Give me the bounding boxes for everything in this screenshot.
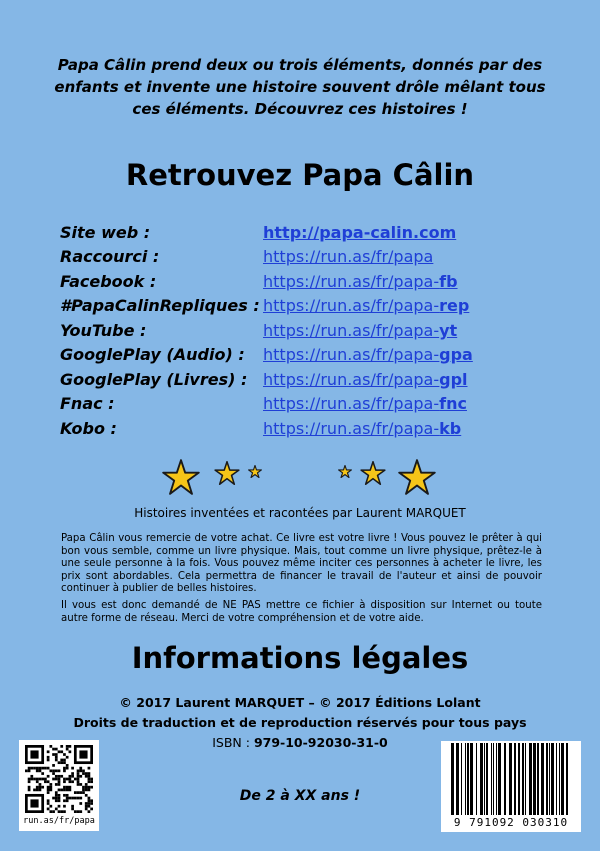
link-label: YouTube : <box>60 320 147 340</box>
links-list <box>60 220 580 441</box>
link-googleplay-audio[interactable]: https://run.as/fr/papa-gpa <box>263 345 473 365</box>
age-range: De 2 à XX ans ! <box>239 788 361 804</box>
isbn-label: ISBN : <box>212 735 254 750</box>
qr-code[interactable] <box>19 740 99 831</box>
intro-line-1: Papa Câlin prend deux ou trois éléments, donnés par des <box>57 56 543 74</box>
link-row-website <box>60 220 580 245</box>
link-kobo[interactable]: https://run.as/fr/papa-kb <box>263 418 462 438</box>
link-label: Facebook : <box>60 271 157 291</box>
author-line: Histoires inventées et racontées par Laurent MARQUET <box>134 506 466 520</box>
link-label: Site web : <box>60 222 151 242</box>
link-row-facebook <box>60 269 580 294</box>
star-icon <box>360 461 386 485</box>
notice-paragraph-1: Papa Câlin vous remercie de votre achat. Ce livre est votre livre ! Vous pouvez le prêter à qui bon vous semble, comme un livre physique. Mais, tout comme un livre physique, prêtez-le à une seule personne à la fois. Vous pouvez même inciter ces personnes à acheter le livre, les prix sont abordables. Cela permettra de financer le travail de l'auteur et ainsi de pouvoir continuer à publier de belles histoires. <box>61 533 542 595</box>
link-label: #PapaCalinRepliques : <box>60 296 260 316</box>
rights-line: Droits de traduction et de reproduction réservés pour tous pays <box>73 715 527 730</box>
link-facebook[interactable]: https://run.as/fr/papa-fb <box>263 271 458 291</box>
barcode-graphic <box>449 743 573 815</box>
link-shortcut[interactable]: https://run.as/fr/papa <box>263 247 434 267</box>
intro-line-2: enfants et invente une histoire souvent drôle mêlant tous <box>54 78 546 96</box>
link-row-repliques <box>60 294 580 319</box>
link-row-googleplay-audio <box>60 343 580 368</box>
star-icon <box>214 461 240 485</box>
link-row-kobo <box>60 416 580 441</box>
link-row-youtube <box>60 318 580 343</box>
link-googleplay-books[interactable]: https://run.as/fr/papa-gpl <box>263 369 468 389</box>
qr-caption: run.as/fr/papa <box>23 816 95 826</box>
intro-line-3: ces éléments. Découvrez ces histoires ! <box>132 100 468 118</box>
link-website[interactable]: http://papa-calin.com <box>263 222 457 242</box>
star-icon <box>398 459 436 495</box>
link-label: Raccourci : <box>60 247 160 267</box>
link-row-shortcut <box>60 245 580 270</box>
find-heading: Retrouvez Papa Câlin <box>125 158 475 192</box>
link-label: GooglePlay (Audio) : <box>60 345 245 365</box>
link-label: Fnac : <box>60 394 115 414</box>
stars-decoration <box>0 455 600 500</box>
link-label: Kobo : <box>60 418 117 438</box>
link-row-fnac <box>60 392 580 417</box>
star-icon <box>162 459 200 495</box>
isbn-value: 979-10-92030-31-0 <box>253 735 388 750</box>
notice-paragraph-2: Il vous est donc demandé de NE PAS mettre ce fichier à disposition sur Internet ou toute autre forme de réseau. Merci de votre compréhension et de votre aide. <box>61 599 542 624</box>
legal-heading: Informations légales <box>131 641 469 675</box>
notice-text <box>61 533 542 629</box>
barcode <box>441 741 581 832</box>
intro-text <box>40 54 560 120</box>
link-label: GooglePlay (Livres) : <box>60 369 248 389</box>
star-icon <box>248 465 262 478</box>
link-row-googleplay-books <box>60 367 580 392</box>
link-fnac[interactable]: https://run.as/fr/papa-fnc <box>263 394 467 414</box>
link-youtube[interactable]: https://run.as/fr/papa-yt <box>263 320 458 340</box>
barcode-digits: 9 791092 030310 <box>453 816 569 829</box>
copyright-line: © 2017 Laurent MARQUET – © 2017 Éditions Lolant <box>119 695 481 710</box>
star-icon <box>338 465 352 478</box>
link-repliques[interactable]: https://run.as/fr/papa-rep <box>263 296 470 316</box>
qr-code-graphic <box>25 745 93 813</box>
